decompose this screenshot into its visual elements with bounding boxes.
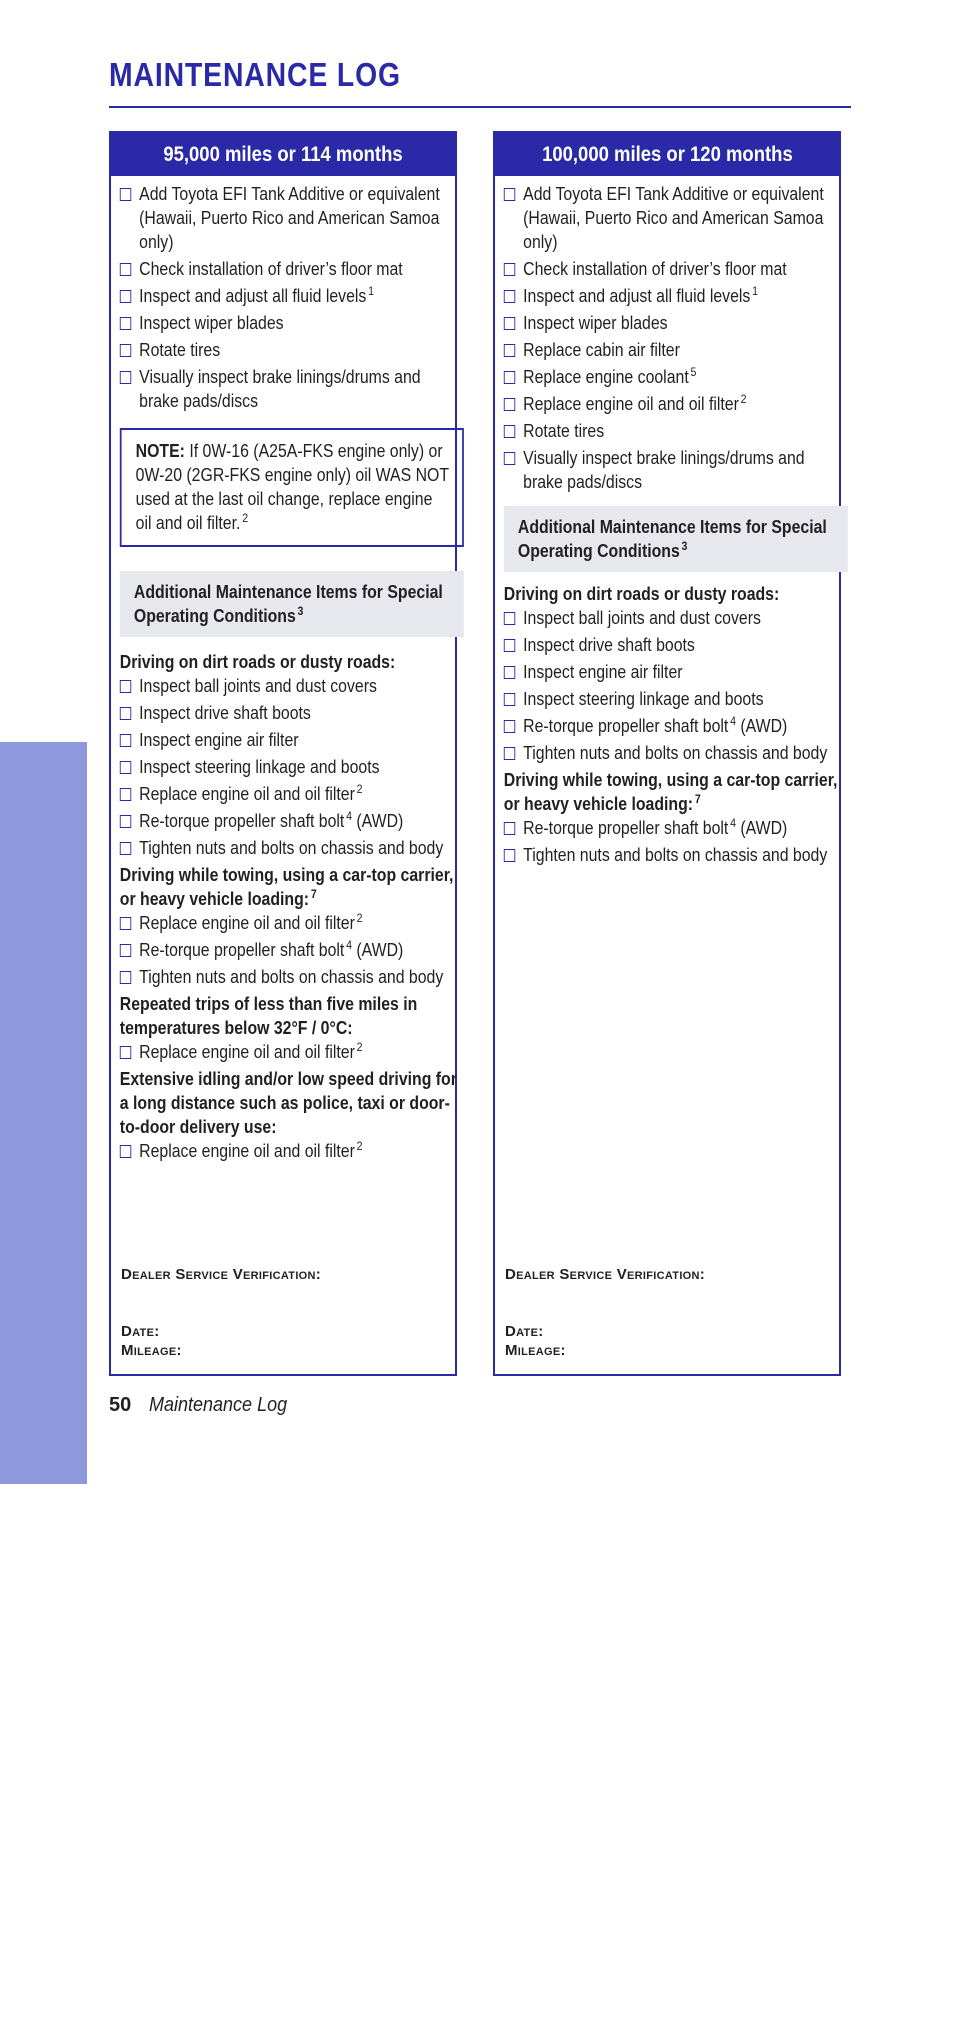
checkbox[interactable] (120, 842, 131, 855)
checkbox[interactable] (120, 788, 131, 801)
page-number: 50 (109, 1394, 132, 1416)
footnote-ref: 2 (242, 511, 249, 525)
checkbox[interactable] (120, 290, 131, 303)
checkbox[interactable] (120, 344, 131, 357)
checklist-item: Rotate tires (120, 338, 464, 362)
checklist-item: Replace engine oil and oil filter $^2$ (120, 1040, 464, 1064)
checklist-item: Re-torque propeller shaft bolt $^4$ (AWD) (504, 714, 848, 738)
checklist-item: Replace engine coolant $^5$ (504, 365, 848, 389)
dealer-verification-label: Dealer Service Verification: (121, 1266, 322, 1283)
note-label: NOTE: (135, 441, 185, 461)
condition-heading: Driving while towing, using a car-top carrier, or heavy vehicle loading: $^7$ (503, 770, 838, 814)
footer-title: Maintenance Log (149, 1394, 288, 1416)
checkbox[interactable] (504, 188, 515, 201)
footnote-ref: 3 (297, 604, 304, 618)
condition-heading: Extensive idling and/or low speed driving for a long distance such as police, taxi or door-to-door delivery use: (119, 1069, 457, 1137)
checklist-item: Re-torque propeller shaft bolt $^4$ (AWD) (504, 816, 848, 840)
page-title: MAINTENANCE LOG (109, 56, 401, 93)
checkbox[interactable] (504, 452, 515, 465)
checkbox[interactable] (120, 188, 131, 201)
footnote-ref: 5 (690, 365, 697, 379)
checkbox[interactable] (504, 371, 515, 384)
checkbox[interactable] (504, 666, 515, 679)
dealer-verification-label: Dealer Service Verification: (505, 1266, 706, 1283)
checklist-item: Visually inspect brake linings/drums and brake pads/discs (504, 446, 848, 494)
checklist-item: Check installation of driver’s floor mat (504, 257, 848, 281)
checklist-item: Tighten nuts and bolts on chassis and body (504, 843, 848, 867)
card-body (111, 176, 472, 1163)
checkbox[interactable] (504, 290, 515, 303)
checkbox[interactable] (120, 263, 131, 276)
additional-items-heading: Additional Maintenance Items for Special Operating Conditions $^3$ (504, 506, 848, 572)
checkbox[interactable] (504, 263, 515, 276)
oil-note (120, 428, 464, 547)
checkbox[interactable] (120, 815, 131, 828)
card-heading: 95,000 miles or 114 months (111, 133, 455, 176)
checkbox[interactable] (120, 317, 131, 330)
footnote-ref: 4 (346, 809, 352, 823)
checklist-item: Inspect engine air filter (504, 660, 848, 684)
checkbox[interactable] (120, 371, 131, 384)
footnote-ref: 2 (356, 1040, 363, 1054)
footnote-ref: 2 (356, 782, 363, 796)
additional-items-heading: Additional Maintenance Items for Special Operating Conditions $^3$ (120, 571, 464, 637)
checklist-item: Inspect wiper blades (120, 311, 464, 335)
checklist-item: Inspect ball joints and dust covers (120, 674, 464, 698)
checkbox[interactable] (504, 317, 515, 330)
title-divider (109, 106, 851, 108)
checklist-item: Inspect ball joints and dust covers (504, 606, 848, 630)
checklist-item: Add Toyota EFI Tank Additive or equivalent (Hawaii, Puerto Rico and American Samoa only) (504, 182, 848, 254)
mileage-label: Mileage: (121, 1342, 182, 1359)
footnote-ref: 2 (356, 911, 363, 925)
checkbox[interactable] (504, 344, 515, 357)
checklist-item: Inspect and adjust all fluid levels $^1$ (120, 284, 464, 308)
checklist-item: Inspect drive shaft boots (120, 701, 464, 725)
checkbox[interactable] (504, 612, 515, 625)
checklist-item: Visually inspect brake linings/drums and brake pads/discs (120, 365, 464, 413)
checkbox[interactable] (120, 734, 131, 747)
checkbox[interactable] (504, 639, 515, 652)
checklist-item: Inspect wiper blades (504, 311, 848, 335)
checklist-item: Replace cabin air filter (504, 338, 848, 362)
checklist-item: Inspect steering linkage and boots (120, 755, 464, 779)
footnote-ref: 2 (740, 392, 747, 406)
section-side-tab (0, 742, 87, 2024)
condition-heading: Driving on dirt roads or dusty roads: (119, 652, 396, 672)
checklist-item: Check installation of driver’s floor mat (120, 257, 464, 281)
condition-heading: Driving on dirt roads or dusty roads: (503, 584, 780, 604)
checklist-item: Replace engine oil and oil filter $^2$ (120, 782, 464, 806)
checklist-item: Add Toyota EFI Tank Additive or equivalent (Hawaii, Puerto Rico and American Samoa only) (120, 182, 464, 254)
checkbox[interactable] (504, 398, 515, 411)
footnote-ref: 4 (730, 816, 736, 830)
checklist-item: Inspect steering linkage and boots (504, 687, 848, 711)
footnote-ref: 1 (368, 284, 374, 298)
date-label: Date: (121, 1323, 160, 1340)
footnote-ref: 4 (346, 938, 352, 952)
checklist-item: Re-torque propeller shaft bolt $^4$ (AWD) (120, 938, 464, 962)
checkbox[interactable] (504, 425, 515, 438)
card-heading: 100,000 miles or 120 months (495, 133, 839, 176)
side-tab-label: MAINTENANCE (20, 1684, 65, 2024)
checkbox[interactable] (504, 849, 515, 862)
note-text: If 0W-16 (A25A-FKS engine only) or 0W-20 (2GR-FKS engine only) oil WAS NOT used at the last oil change, replace engine oil and oil filter. (135, 441, 449, 533)
checklist-item: Re-torque propeller shaft bolt $^4$ (AWD) (120, 809, 464, 833)
checkbox[interactable] (504, 822, 515, 835)
footnote-ref: 2 (356, 1139, 363, 1153)
checklist-item: Replace engine oil and oil filter $^2$ (120, 1139, 464, 1163)
condition-heading: Repeated trips of less than five miles in temperatures below 32°F / 0°C: (119, 994, 418, 1038)
footnote-ref: 1 (752, 284, 758, 298)
checklist-item: Tighten nuts and bolts on chassis and body (120, 965, 464, 989)
checkbox[interactable] (120, 707, 131, 720)
checklist-item: Tighten nuts and bolts on chassis and body (120, 836, 464, 860)
checklist-item: Inspect and adjust all fluid levels $^1$ (504, 284, 848, 308)
footnote-ref: 7 (310, 887, 317, 901)
checkbox[interactable] (504, 720, 515, 733)
checkbox[interactable] (504, 747, 515, 760)
footnote-ref: 3 (681, 539, 688, 553)
checkbox[interactable] (120, 1145, 131, 1158)
checklist-item: Rotate tires (504, 419, 848, 443)
footnote-ref: 7 (694, 792, 701, 806)
checklist-item: Replace engine oil and oil filter $^2$ (504, 392, 848, 416)
checkbox[interactable] (120, 680, 131, 693)
card-body (495, 176, 856, 867)
footnote-ref: 4 (730, 714, 736, 728)
maintenance-card-100000 (493, 131, 841, 1376)
checkbox[interactable] (120, 917, 131, 930)
mileage-label: Mileage: (505, 1342, 566, 1359)
checkbox[interactable] (120, 1046, 131, 1059)
checklist-item: Replace engine oil and oil filter $^2$ (120, 911, 464, 935)
maintenance-card-95000 (109, 131, 457, 1376)
checklist-item: Tighten nuts and bolts on chassis and body (504, 741, 848, 765)
date-label: Date: (505, 1323, 544, 1340)
checkbox[interactable] (504, 693, 515, 706)
page-footer (109, 1394, 303, 1417)
checkbox[interactable] (120, 944, 131, 957)
condition-heading: Driving while towing, using a car-top carrier, or heavy vehicle loading: $^7$ (119, 865, 454, 909)
checkbox[interactable] (120, 971, 131, 984)
checkbox[interactable] (120, 761, 131, 774)
checklist-item: Inspect engine air filter (120, 728, 464, 752)
checklist-item: Inspect drive shaft boots (504, 633, 848, 657)
